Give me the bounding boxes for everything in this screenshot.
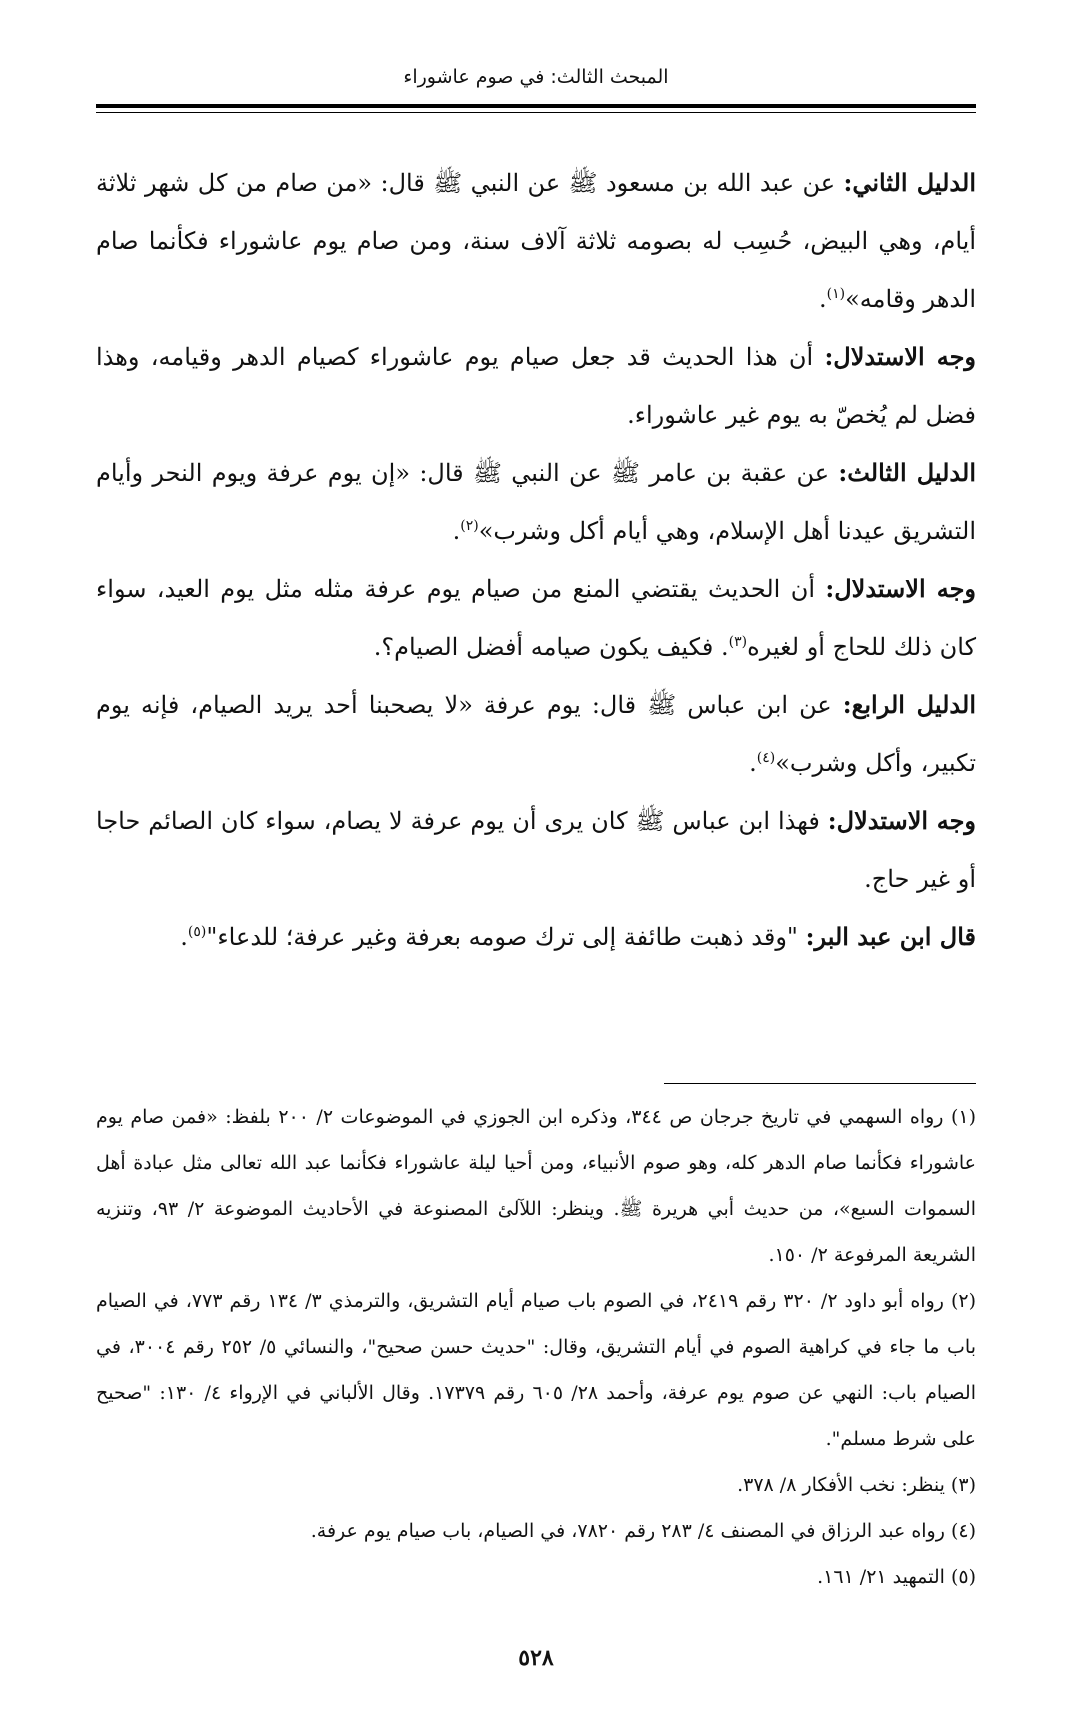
- footnote: (٤) رواه عبد الرزاق في المصنف ٤/ ٢٨٣ رقم ٧٨٢٠، في الصيام، باب صيام يوم عرفة.: [310, 1520, 976, 1542]
- paragraph-end: .: [749, 749, 757, 777]
- footnote: (٥) التمهيد ٢١/ ١٦١.: [817, 1566, 976, 1588]
- paragraph-end: .: [452, 517, 461, 545]
- footnote-ref: (١): [826, 286, 846, 302]
- paragraph: [96, 908, 976, 966]
- paragraph: [96, 792, 976, 908]
- paragraph: [96, 560, 976, 676]
- paragraph-end: .: [180, 923, 188, 951]
- footnote: (٢) رواه أبو داود ٢/ ٣٢٠ رقم ٢٤١٩، في الصوم باب صيام أيام التشريق، والترمذي ٣/ ١٣٤ رقم ٧٧٣، في الصيام باب ما جاء في كراهية الصوم في أيام التشريق، وقال: "حديث حسن صحيح"، والنسائي ٥/ ٢٥٢ رقم ٣٠٠٤، في الصيام باب: النهي عن صوم يوم عرفة، وأحمد ٢٨/ ٦٠٥ رقم ١٧٣٧٩. وقال الألباني في الإرواء ٤/ ١٣٠: "صحيح على شرط مسلم".: [96, 1290, 977, 1450]
- paragraph-end: .: [819, 285, 827, 313]
- footnote-separator: [664, 1083, 976, 1084]
- paragraph-text: "وقد ذهبت طائفة إلى ترك صومه بعرفة وغير عرفة؛ للدعاء": [206, 923, 806, 951]
- main-text: [96, 154, 976, 966]
- paragraph-label: قال ابن عبد البر:: [805, 922, 976, 951]
- paragraph-text: أن هذا الحديث قد جعل صيام يوم عاشوراء كصيام الدهر وقيامه، وهذا فضل لم يُخصّ به يوم غير عاشوراء.: [96, 343, 976, 429]
- paragraph-text: عن عبد الله بن مسعود ﷺ عن النبي ﷺ قال: «من صام من كل شهر ثلاثة أيام، وهي البيض، حُسِب له بصومه ثلاثة آلاف سنة، ومن صام يوم عاشوراء فكأنما صام الدهر وقامه»: [96, 169, 976, 313]
- footnote: (١) رواه السهمي في تاريخ جرجان ص ٣٤٤، وذكره ابن الجوزي في الموضوعات ٢/ ٢٠٠ بلفظ: «فمن صام يوم عاشوراء فكأنما صام الدهر كله، وهو صوم الأنبياء، ومن أحيا ليلة عاشوراء فكأنما عبد الله تعالى مثل عبادة أهل السموات السبع»، من حديث أبي هريرة ﷺ. وينظر: اللآلئ المصنوعة في الأحاديث الموضوعة ٢/ ٩٣، وتنزيه الشريعة المرفوعة ٢/ ١٥٠.: [96, 1106, 976, 1266]
- header-rule-thin: [96, 112, 976, 113]
- paragraph: [96, 444, 976, 560]
- paragraph-text: أن الحديث يقتضي المنع من صيام يوم عرفة مثله مثل يوم العيد، سواء كان ذلك للحاج أو لغيره: [96, 575, 976, 661]
- paragraph: [96, 676, 976, 792]
- paragraph-label: الدليل الثالث:: [838, 458, 977, 487]
- paragraph-label: وجه الاستدلال:: [824, 342, 977, 371]
- paragraph-label: وجه الاستدلال:: [825, 574, 976, 603]
- paragraph-text: عن عقبة بن عامر ﷺ عن النبي ﷺ قال: «إن يوم عرفة ويوم النحر وأيام التشريق عيدنا أهل الإسلام، وهي أيام أكل وشرب»: [96, 459, 976, 545]
- paragraph: [96, 328, 976, 444]
- footnote-ref: (٤): [756, 750, 776, 766]
- paragraph: [96, 154, 976, 328]
- page-number: ٥٢٨: [518, 1645, 554, 1671]
- footnotes: [96, 1094, 976, 1600]
- paragraph-label: الدليل الرابع:: [842, 690, 976, 719]
- footnote-ref: (٥): [187, 924, 207, 940]
- paragraph-end: . فكيف يكون صيامه أفضل الصيام؟.: [373, 633, 729, 661]
- paragraph-label: الدليل الثاني:: [843, 168, 976, 197]
- paragraph-label: وجه الاستدلال:: [827, 806, 977, 835]
- footnote: (٣) ينظر: نخب الأفكار ٨/ ٣٧٨.: [737, 1474, 976, 1496]
- header-rule-thick: [96, 104, 976, 108]
- footnote-ref: (٢): [460, 518, 479, 534]
- paragraph-text: عن ابن عباس ﷺ قال: يوم عرفة «لا يصحبنا أحد يريد الصيام، فإنه يوم تكبير، وأكل وشرب»: [96, 691, 976, 777]
- running-header: المبحث الثالث: في صوم عاشوراء: [403, 66, 669, 88]
- paragraph-text: فهذا ابن عباس ﷺ كان يرى أن يوم عرفة لا يصام، سواء كان الصائم حاجا أو غير حاج.: [96, 807, 976, 893]
- footnote-ref: (٣): [728, 634, 748, 650]
